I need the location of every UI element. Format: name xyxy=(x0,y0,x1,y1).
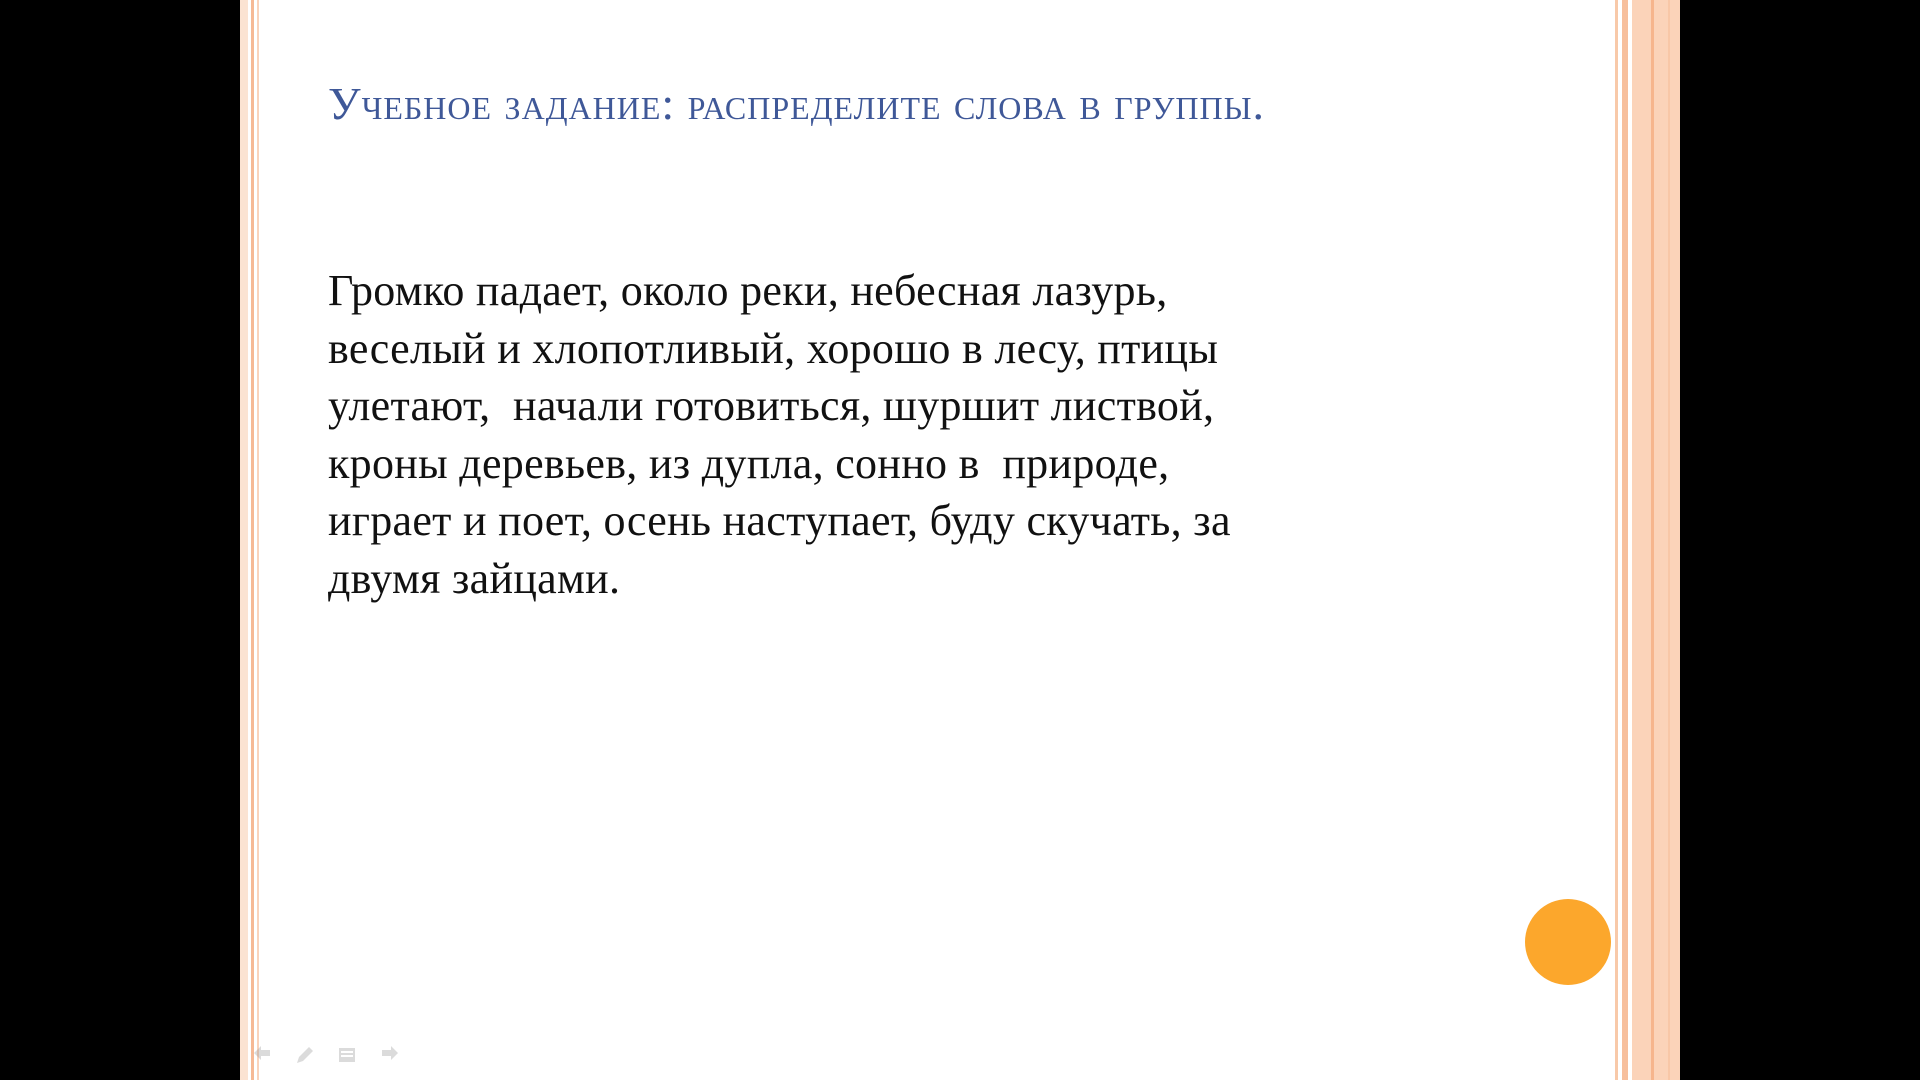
left-border-stripe xyxy=(240,0,248,1080)
left-border-stripe xyxy=(257,0,259,1080)
menu-icon[interactable] xyxy=(334,1042,360,1068)
previous-arrow-icon[interactable] xyxy=(250,1042,276,1068)
left-border-stripe xyxy=(251,0,254,1080)
slide-title: Учебное задание: распределите слова в группы. xyxy=(328,78,1265,129)
right-border-stripe xyxy=(1615,0,1618,1080)
slide-body-text: Громко падает, около реки, небесная лазурь, веселый и хлопотливый, хорошо в лесу, птицы улетают, начали готовиться, шуршит листвой, кроны деревьев, из дупла, сонно в природе, играет и поет, осень наступает, буду скучать, за двумя зайцами. xyxy=(328,266,1231,603)
pen-icon[interactable] xyxy=(292,1042,318,1068)
slide[interactable] xyxy=(240,0,1680,1080)
right-border-stripe xyxy=(1668,0,1670,1080)
orange-circle-decoration xyxy=(1525,899,1611,985)
right-border-stripe xyxy=(1622,0,1628,1080)
right-border-stripe xyxy=(1651,0,1654,1080)
next-arrow-icon[interactable] xyxy=(376,1042,402,1068)
slideshow-toolbar xyxy=(250,1040,402,1070)
right-border-band xyxy=(1632,0,1680,1080)
